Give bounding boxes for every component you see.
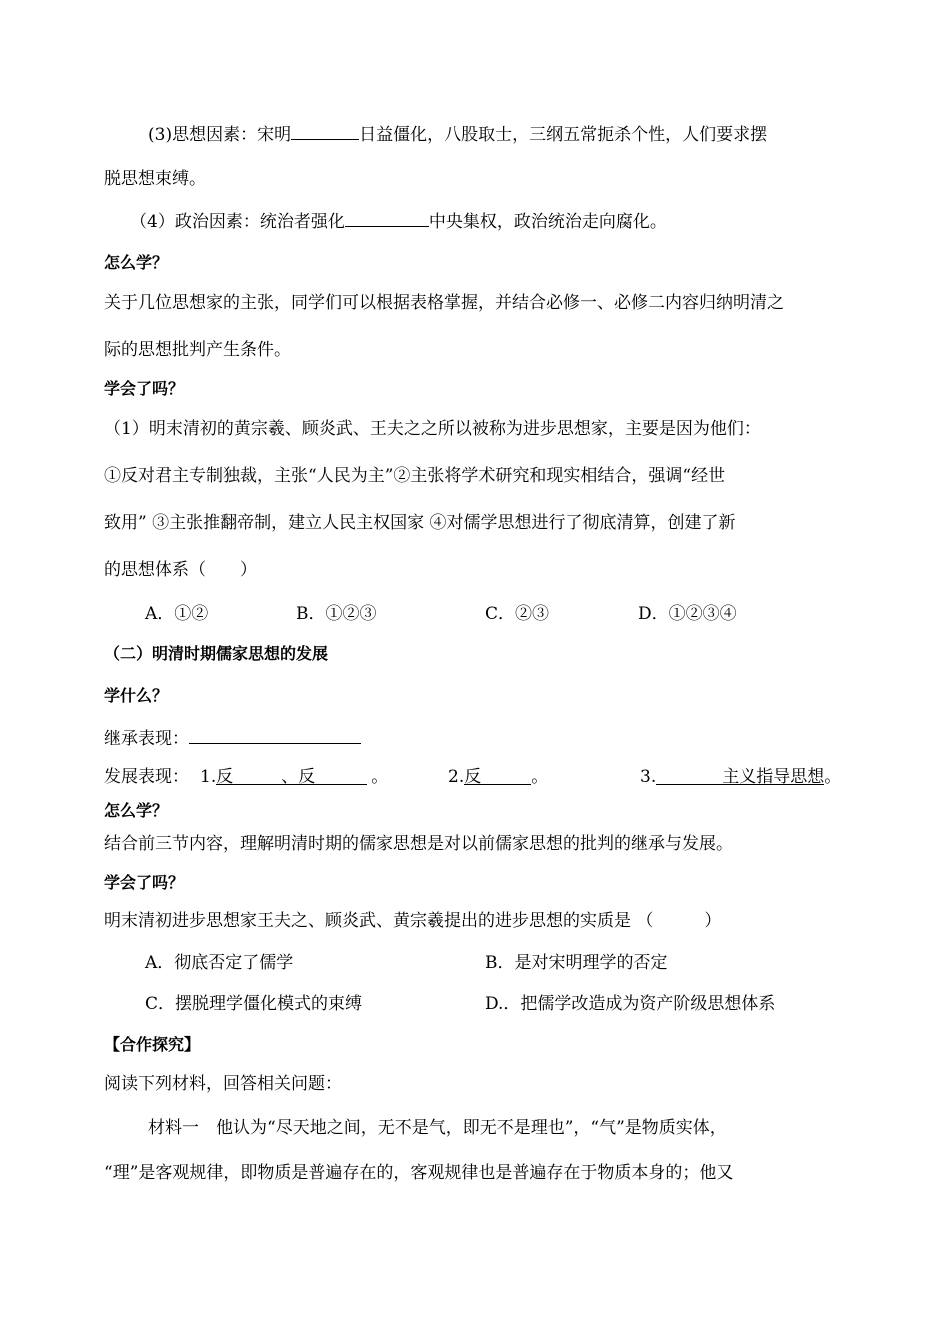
develop-item-1: 1.反 、反 。 bbox=[200, 767, 389, 787]
section3-intro: 阅读下列材料，回答相关问题： bbox=[104, 1074, 342, 1094]
q1-line1: （1）明末清初的黄宗羲、顾炎武、王夫之之所以被称为进步思想家，主要是因为他们： bbox=[104, 419, 761, 439]
fill-blank[interactable] bbox=[291, 121, 359, 140]
fill-blank[interactable] bbox=[345, 208, 429, 227]
how-heading: 怎么学？ bbox=[104, 253, 169, 272]
q1-line2: ①反对君主专制独裁，主张“人民为主”②主张将学术研究和现实相结合，强调“经世 bbox=[104, 466, 726, 486]
section3-title: 【合作探究】 bbox=[104, 1035, 201, 1054]
section2-title: （二）明清时期儒家思想的发展 bbox=[104, 644, 329, 663]
develop-line: 发展表现： bbox=[104, 767, 189, 787]
material-line1: 材料一 他认为“尽天地之间，无不是气，即无不是理也”，“气”是物质实体， bbox=[148, 1118, 727, 1138]
material-line2: “理”是客观规律，即物质是普遍存在的，客观规律也是普遍存在于物质本身的；他又 bbox=[104, 1163, 734, 1183]
how-text-1: 关于几位思想家的主张，同学们可以根据表格掌握，并结合必修一、必修二内容归纳明清之 bbox=[104, 293, 784, 313]
how-text-2b: 结合前三节内容，理解明清时期的儒家思想是对以前儒家思想的批判的继承与发展。 bbox=[104, 834, 733, 854]
what-heading: 学什么？ bbox=[104, 686, 169, 705]
item4-line: （4）政治因素：统治者强化 中央集权，政治统治走向腐化。 bbox=[130, 208, 667, 233]
q2-text: 明末清初进步思想家王夫之、顾炎武、黄宗羲提出的进步思想的实质是 （ ） bbox=[104, 911, 722, 931]
fill-blank[interactable]: 反 bbox=[216, 766, 281, 785]
q1-line4: 的思想体系（ ） bbox=[104, 560, 257, 580]
q2-option-c[interactable]: C．摆脱理学僵化模式的束缚 bbox=[145, 994, 363, 1014]
develop-item-2: 2.反 。 bbox=[448, 767, 549, 787]
option-c[interactable]: C．②③ bbox=[485, 604, 550, 624]
how-text-2: 际的思想批判产生条件。 bbox=[104, 340, 291, 360]
item3-line: (3)思想因素：宋明 日益僵化，八股取士，三纲五常扼杀个性，人们要求摆 bbox=[148, 121, 767, 146]
option-d[interactable]: D．①②③④ bbox=[638, 604, 737, 624]
fill-blank[interactable]: 、反 bbox=[281, 766, 367, 785]
fill-blank[interactable] bbox=[189, 725, 361, 744]
fill-blank[interactable]: 主义指导思想 bbox=[656, 766, 824, 785]
learned-heading-2: 学会了吗？ bbox=[104, 873, 185, 892]
q2-option-a[interactable]: A．彻底否定了儒学 bbox=[145, 953, 294, 973]
option-b[interactable]: B．①②③ bbox=[296, 604, 377, 624]
q2-option-b[interactable]: B．是对宋明理学的否定 bbox=[485, 953, 668, 973]
option-a[interactable]: A．①② bbox=[145, 604, 209, 624]
learned-heading: 学会了吗？ bbox=[104, 379, 185, 398]
item3-cont: 脱思想束缚。 bbox=[104, 169, 206, 189]
inherit-line: 继承表现： bbox=[104, 725, 361, 750]
fill-blank[interactable]: 反 bbox=[464, 766, 531, 785]
develop-item-3: 3. 主义指导思想。 bbox=[640, 767, 842, 787]
q2-option-d[interactable]: D.．把儒学改造成为资产阶级思想体系 bbox=[485, 994, 776, 1014]
q1-line3: 致用” ③主张推翻帝制，建立人民主权国家 ④对儒学思想进行了彻底清算，创建了新 bbox=[104, 513, 736, 533]
how-heading-2: 怎么学？ bbox=[104, 801, 169, 820]
